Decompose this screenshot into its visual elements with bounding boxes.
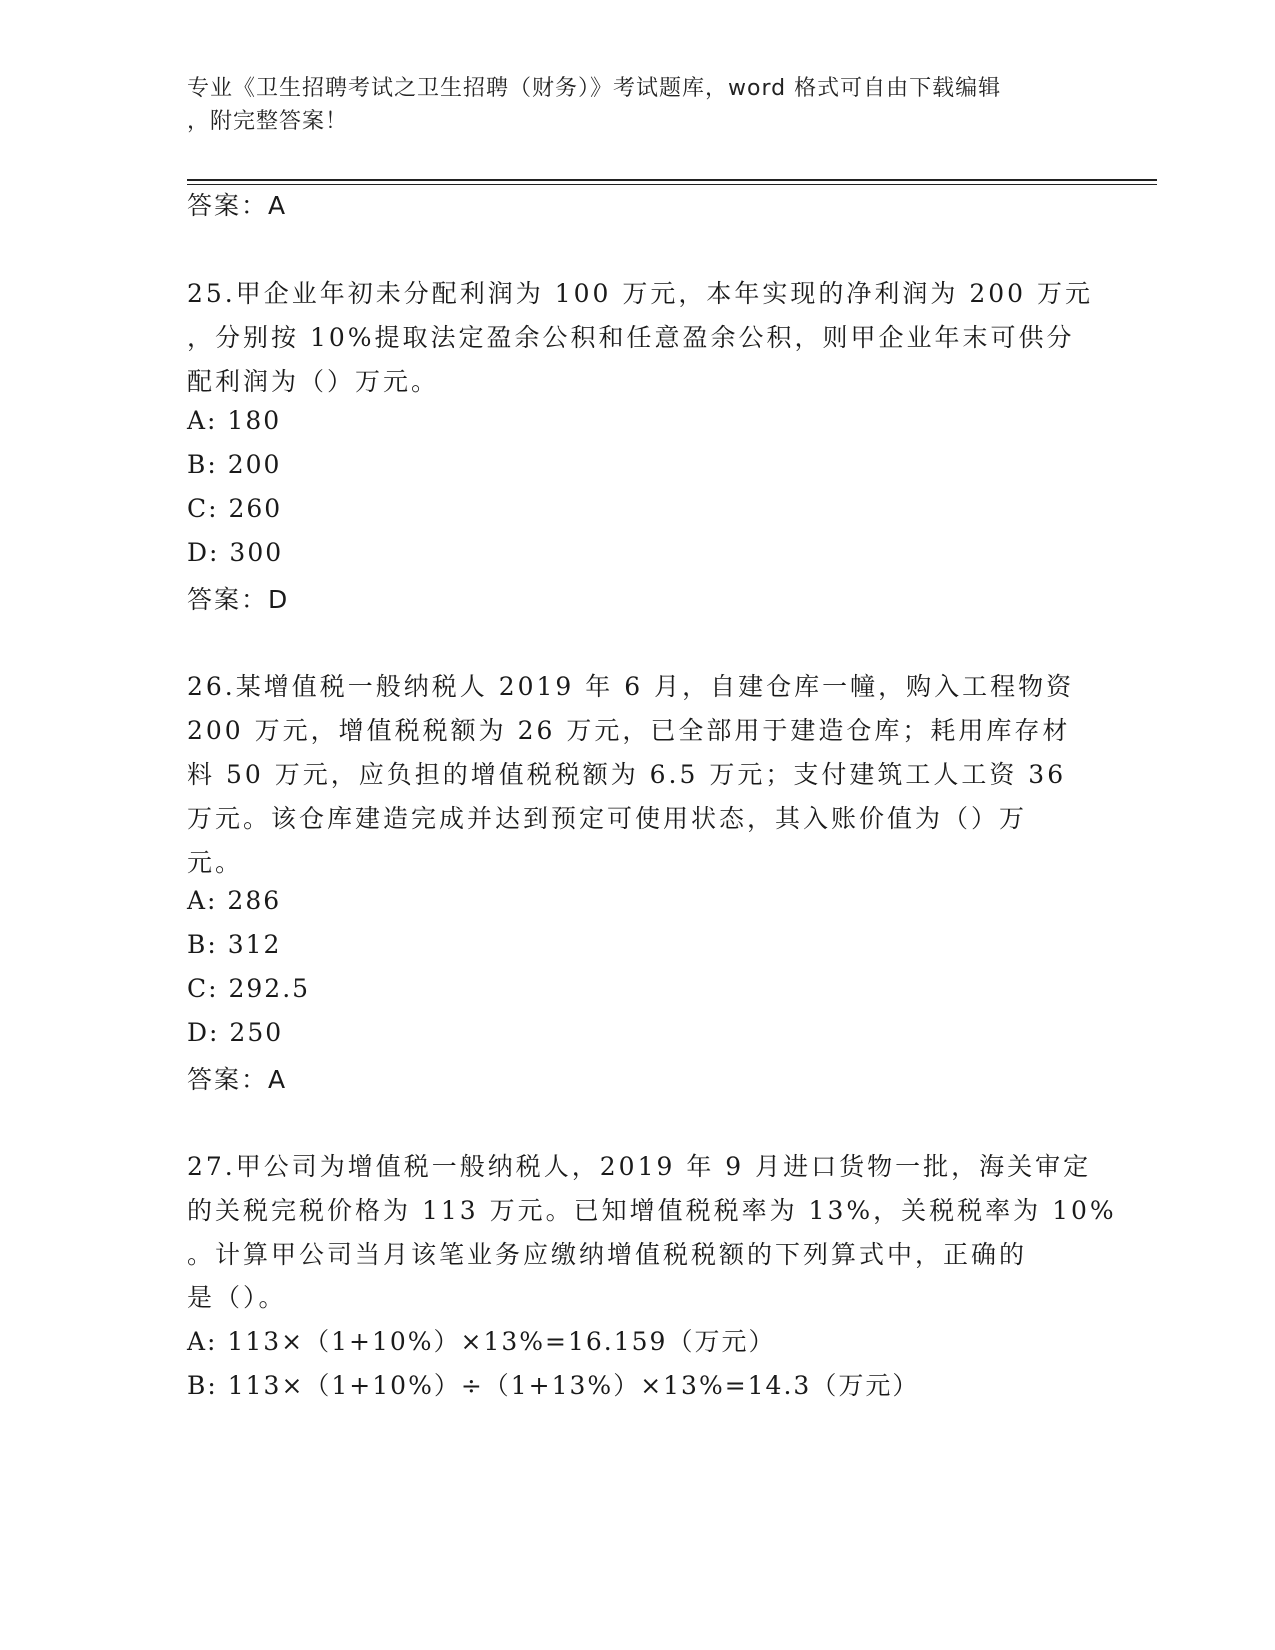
question-text-line: 26.某增值税一般纳税人 2019 年 6 月，自建仓库一幢，购入工程物资 [187,672,1075,701]
question-text-line: 。计算甲公司当月该笔业务应缴纳增值税税额的下列算式中，正确的 [187,1240,1028,1269]
header-line-1: 专业《卫生招聘考试之卫生招聘（财务）》考试题库，word 格式可自由下载编辑 [187,76,1002,101]
question-text-line: 200 万元，增值税税额为 26 万元，已全部用于建造仓库；耗用库存材 [187,716,1071,745]
option-a: A: 113×（1+10%）×13%=16.159（万元） [187,1327,776,1356]
header-divider [187,179,1157,181]
option-c: C: 260 [187,494,283,523]
question-text-line: 25.甲企业年初未分配利润为 100 万元，本年实现的净利润为 200 万元 [187,279,1093,308]
question-text-line: ，分别按 10%提取法定盈余公积和任意盈余公积，则甲企业年末可供分 [187,323,1075,352]
question-text-line: 元。 [187,848,244,877]
question-text-line: 配利润为（）万元。 [187,367,440,396]
option-b: B: 200 [187,450,282,479]
answer: 答案：A [187,1065,288,1094]
option-a: A: 286 [187,886,282,915]
question-text-line: 万元。该仓库建造完成并达到预定可使用状态，其入账价值为（）万 [187,804,1028,833]
option-b: B: 312 [187,930,282,959]
option-b: B: 113×（1+10%）÷（1+13%）×13%=14.3（万元） [187,1371,920,1400]
question-text-line: 的关税完税价格为 113 万元。已知增值税税率为 13%，关税税率为 10% [187,1196,1117,1225]
page-header [187,72,1087,138]
question-text-line: 27.甲公司为增值税一般纳税人，2019 年 9 月进口货物一批，海关审定 [187,1152,1092,1181]
prev-answer: 答案：A [187,191,288,220]
question-text-line: 是（）。 [187,1283,287,1312]
question-text-line: 料 50 万元，应负担的增值税税额为 6.5 万元；支付建筑工人工资 36 [187,760,1067,789]
option-d: D: 250 [187,1018,284,1047]
option-a: A: 180 [187,406,282,435]
answer: 答案：D [187,585,290,614]
header-divider-thin [187,184,1157,185]
option-d: D: 300 [187,538,284,567]
option-c: C: 292.5 [187,974,311,1003]
header-line-2: ，附完整答案！ [187,109,349,134]
